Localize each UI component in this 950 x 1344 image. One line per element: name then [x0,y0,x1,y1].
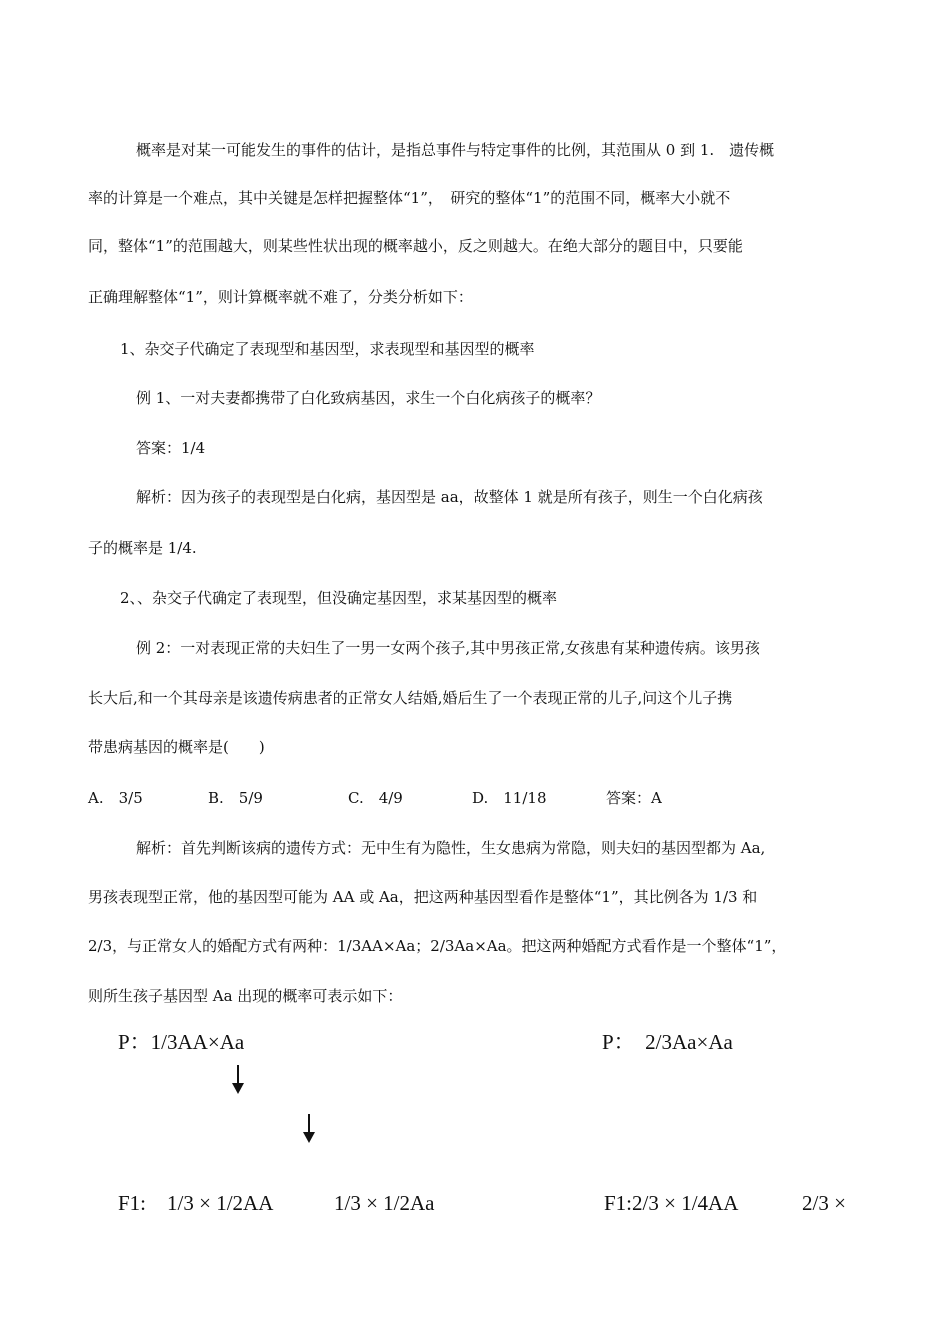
section1-analysis-line-1: 解析：因为孩子的表现型是白化病，基因型是 aa，故整体 1 就是所有孩子，则生一个白化病孩 [136,488,763,506]
down-arrow-icon [302,1114,316,1144]
intro-line-3: 同，整体“1”的范围越大，则某些性状出现的概率越小，反之则越大。在绝大部分的题目中，只要能 [88,237,743,255]
section2-analysis-line-2: 男孩表现型正常，他的基因型可能为 AA 或 Aa，把这两种基因型看作是整体“1”，其比例各为 1/3 和 [88,888,758,906]
section2-example-line-3: 带患病基因的概率是( ) [88,738,265,756]
option-answer: 答案：A [606,789,662,807]
section1-answer: 答案：1/4 [136,439,206,457]
section1-analysis-line-2: 子的概率是 1/4. [88,539,197,557]
intro-line-4: 正确理解整体“1”，则计算概率就不难了，分类分析如下： [88,288,473,306]
cross-left-f1-aa: F1: 1/3 × 1/2AA [118,1191,274,1215]
option-d: D. 11/18 [472,789,547,807]
cross-right-f1-cont: 2/3 × [802,1191,846,1215]
section2-example-line-1: 例 2：一对表现正常的夫妇生了一男一女两个孩子,其中男孩正常,女孩患有某种遗传病。该男孩 [136,639,760,657]
section2-analysis-line-4: 则所生孩子基因型 Aa 出现的概率可表示如下： [88,987,403,1005]
section2-example-line-2: 长大后,和一个其母亲是该遗传病患者的正常女人结婚,婚后生了一个表现正常的儿子,问这个儿子携 [88,689,733,707]
cross-right-parents: P： 2/3Aa×Aa [602,1030,733,1054]
option-a: A. 3/5 [88,789,143,807]
cross-right-f1-aa: F1:2/3 × 1/4AA [604,1191,739,1215]
section2-analysis-line-3: 2/3，与正常女人的婚配方式有两种：1/3AA×Aa；2/3Aa×Aa。把这两种婚配方式看作是一个整体“1”， [88,937,787,955]
down-arrow-icon [231,1065,245,1095]
section1-heading: 1、杂交子代确定了表现型和基因型，求表现型和基因型的概率 [120,340,535,358]
intro-line-1: 概率是对某一可能发生的事件的估计，是指总事件与特定事件的比例，其范围从 0 到 1. 遗传概 [136,141,775,159]
option-b: B. 5/9 [208,789,263,807]
cross-left-parents: P：1/3AA×Aa [118,1030,245,1054]
section1-example: 例 1、一对夫妻都携带了白化致病基因，求生一个白化病孩子的概率？ [136,389,601,407]
section2-analysis-line-1: 解析：首先判断该病的遗传方式：无中生有为隐性，生女患病为常隐，则夫妇的基因型都为 Aa, [136,839,766,857]
section2-heading: 2、、杂交子代确定了表现型，但没确定基因型，求某基因型的概率 [120,589,558,607]
cross-left-f1-aa-het: 1/3 × 1/2Aa [334,1191,435,1215]
intro-line-2: 率的计算是一个难点，其中关键是怎样把握整体“1”， 研究的整体“1”的范围不同，概率大小就不 [88,189,731,207]
option-c: C. 4/9 [348,789,403,807]
